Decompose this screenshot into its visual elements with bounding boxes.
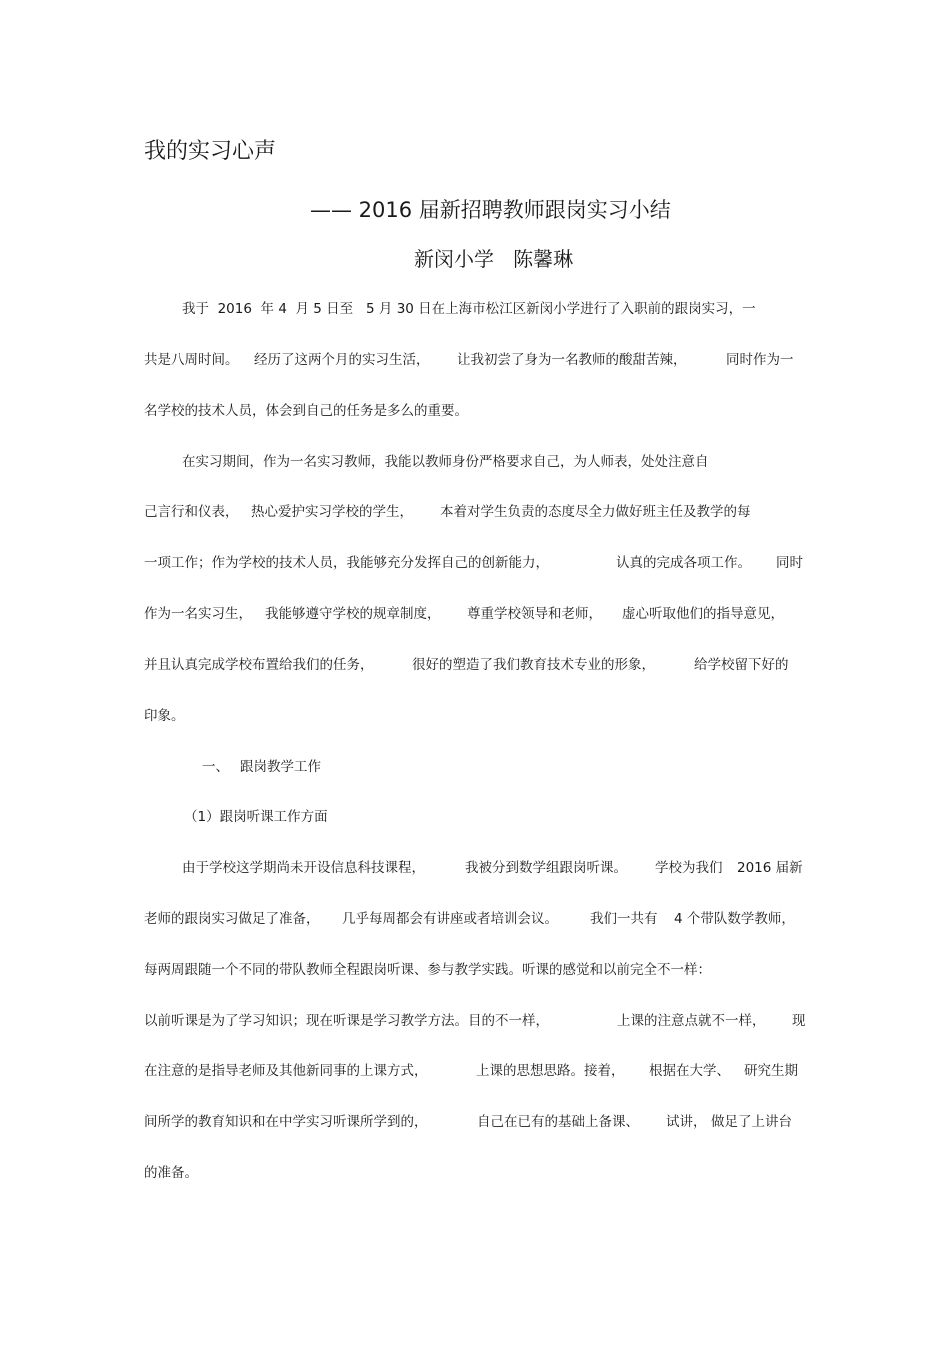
section-number: 一、 <box>202 759 229 775</box>
text-segment: 一项工作；作为学校的技术人员，我能够充分发挥自己的创新能力， <box>144 555 549 571</box>
text-segment: 2016 届新 <box>737 860 803 876</box>
text-segment: 经历了这两个月的实习生活， <box>254 352 430 368</box>
text-segment: 尊重学校领导和老师， <box>467 606 602 622</box>
text-segment: 虚心听取他们的指导意见， <box>622 606 784 622</box>
text-segment: 作为一名实习生， <box>144 606 252 622</box>
text-line <box>144 608 806 626</box>
text-segment: 学校为我们 <box>655 860 723 876</box>
text-segment: 间所学的教育知识和在中学实习听课所学到的， <box>144 1114 428 1130</box>
text-segment: 研究生期 <box>744 1063 798 1079</box>
text-line <box>144 557 806 575</box>
text-segment: 现 <box>792 1013 806 1029</box>
text-segment: 己言行和仪表， <box>144 504 239 520</box>
text-line <box>144 1167 806 1185</box>
text-segment: 上课的思想思路。接着， <box>476 1063 625 1079</box>
text-line <box>144 354 806 372</box>
text-line <box>144 506 806 524</box>
text-segment: 根据在大学、 <box>649 1063 730 1079</box>
text-segment: 上课的注意点就不一样， <box>617 1013 766 1029</box>
text-segment: 几乎每周都会有讲座或者培训会议。 <box>342 911 558 927</box>
text-segment: 名学校的技术人员，体会到自己的任务是多么的重要。 <box>144 403 468 419</box>
text-segment: 给学校留下好的 <box>694 657 789 673</box>
text-line <box>144 405 806 423</box>
text-segment: 认真的完成各项工作。 <box>616 555 751 571</box>
subsection-heading <box>144 811 806 829</box>
subsection-title: （1）跟岗听课工作方面 <box>184 809 328 825</box>
text-segment: 我于 2016 年 4 月 5 日至 5 月 30 日在上海市松江区新闵小学进行了入职前的跟岗实习，一 <box>182 301 756 317</box>
text-line <box>144 710 806 728</box>
text-segment: 并且认真完成学校布置给我们的任务， <box>144 657 374 673</box>
text-segment: 我能够遵守学校的规章制度， <box>265 606 441 622</box>
text-line <box>144 862 806 880</box>
text-segment: 印象。 <box>144 708 185 724</box>
text-segment: 老师的跟岗实习做足了准备， <box>144 911 320 927</box>
text-line <box>144 659 806 677</box>
text-segment: 在实习期间，作为一名实习教师，我能以教师身份严格要求自己，为人师表，处处注意自 <box>182 454 709 470</box>
text-segment: 我被分到数学组跟岗听课。 <box>465 860 627 876</box>
text-line <box>144 456 806 474</box>
text-segment: 同时 <box>776 555 803 571</box>
text-line <box>144 1116 806 1134</box>
text-line <box>144 913 806 931</box>
text-segment: 热心爱护实习学校的学生， <box>251 504 413 520</box>
text-segment: 以前听课是为了学习知识；现在听课是学习教学方法。目的不一样， <box>144 1013 549 1029</box>
text-segment: 由于学校这学期尚未开设信息科技课程， <box>182 860 425 876</box>
section-heading <box>144 761 806 779</box>
text-segment: 让我初尝了身为一名教师的酸甜苦辣， <box>457 352 687 368</box>
text-segment: 试讲， <box>666 1114 707 1130</box>
text-line <box>144 303 806 321</box>
document-subtitle: —— 2016 届新招聘教师跟岗实习小结 <box>310 198 671 222</box>
text-segment: 的准备。 <box>144 1165 198 1181</box>
text-segment: 我们一共有 <box>590 911 658 927</box>
text-segment: 自己在已有的基础上备课、 <box>477 1114 639 1130</box>
text-segment: 在注意的是指导老师及其他新同事的上课方式， <box>144 1063 428 1079</box>
text-segment: 4 个带队数学教师， <box>674 911 795 927</box>
author-byline: 新闵小学 陈馨琳 <box>414 247 574 271</box>
section-title: 跟岗教学工作 <box>240 759 321 775</box>
text-line <box>144 1065 806 1083</box>
text-segment: 本着对学生负责的态度尽全力做好班主任及教学的每 <box>440 504 751 520</box>
text-line <box>144 1015 806 1033</box>
document-title: 我的实习心声 <box>144 139 277 164</box>
text-segment: 做足了上讲台 <box>711 1114 792 1130</box>
text-segment: 每两周跟随一个不同的带队教师全程跟岗听课、参与教学实践。听课的感觉和以前完全不一样： <box>144 962 711 978</box>
text-segment: 共是八周时间。 <box>144 352 239 368</box>
text-segment: 很好的塑造了我们教育技术专业的形象， <box>412 657 655 673</box>
text-line <box>144 964 806 982</box>
text-segment: 同时作为一 <box>726 352 794 368</box>
